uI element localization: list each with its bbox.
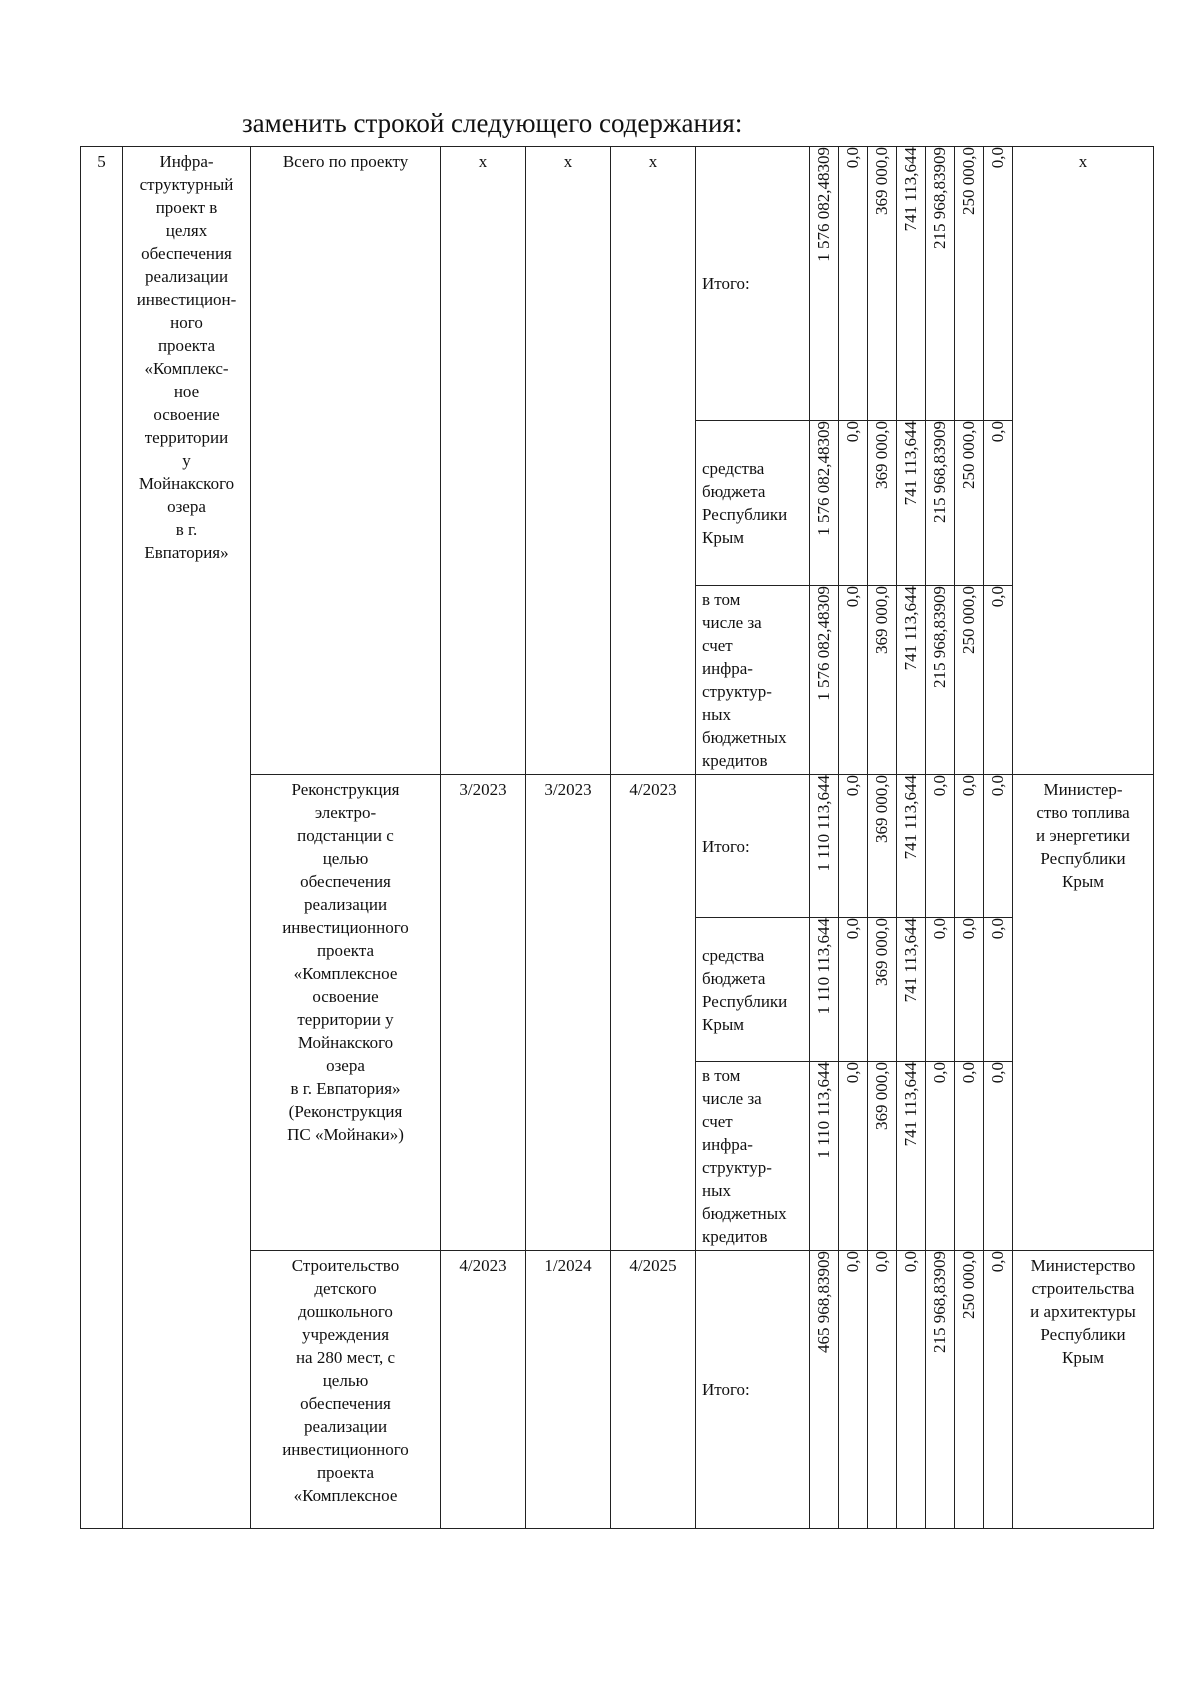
value-cell [955,1251,984,1529]
value-y6: 0,0 [988,775,1007,797]
value-cell [810,586,839,775]
value-y1: 0,0 [843,147,862,169]
value-cell [839,1062,868,1251]
value-cell [839,918,868,1062]
value-y2: 369 000,0 [872,421,891,489]
value-cell [926,1251,955,1529]
subrow-label: Итого: [696,147,810,421]
value-total: 1 576 082,48309 [814,421,833,536]
value-y4: 0,0 [930,1062,949,1084]
commission-date: 4/2025 [611,1251,696,1529]
value-total: 1 110 113,644 [814,1062,833,1159]
value-y5: 250 000,0 [959,147,978,215]
value-cell [955,421,984,586]
value-y5: 0,0 [959,775,978,797]
value-y3: 741 113,644 [901,586,920,671]
value-cell [810,775,839,918]
value-cell [955,918,984,1062]
value-y1: 0,0 [843,421,862,443]
value-y5: 0,0 [959,1062,978,1084]
value-cell [926,775,955,918]
value-y1: 0,0 [843,775,862,797]
value-y3: 741 113,644 [901,421,920,506]
value-total: 1 576 082,48309 [814,586,833,701]
value-cell [868,775,897,918]
start-date: 3/2023 [441,775,526,1251]
end-date: х [526,147,611,775]
value-cell [955,586,984,775]
value-cell [984,147,1013,421]
value-y3: 0,0 [901,1251,920,1273]
value-y4: 0,0 [930,775,949,797]
group-title: Реконструкция электро- подстанции с целью обеспечения реализации инвестиционного проекта «Комплексное освоение территории у Мойнакского озера в г. Евпатория» (Реконструкция ПС «Мойнаки») [251,775,441,1251]
value-total: 1 110 113,644 [814,775,833,872]
value-cell [955,147,984,421]
executor: Министер- ство топлива и энергетики Республики Крым [1013,775,1154,1251]
row-number: 5 [81,147,123,1529]
value-cell [984,421,1013,586]
value-y2: 369 000,0 [872,1062,891,1130]
executor: Министерство строительства и архитектуры Республики Крым [1013,1251,1154,1529]
start-date: х [441,147,526,775]
value-y3: 741 113,644 [901,1062,920,1147]
value-y6: 0,0 [988,586,1007,608]
heading: заменить строкой следующего содержания: [242,108,743,138]
value-cell [984,918,1013,1062]
value-cell [868,147,897,421]
value-y6: 0,0 [988,1062,1007,1084]
value-y6: 0,0 [988,918,1007,940]
table-row [81,147,1154,421]
value-y3: 741 113,644 [901,147,920,232]
value-y2: 369 000,0 [872,147,891,215]
value-y6: 0,0 [988,147,1007,169]
value-cell [926,421,955,586]
value-y5: 250 000,0 [959,586,978,654]
value-cell [810,1062,839,1251]
project-name: Инфра- структурный проект в целях обеспечения реализации инвестицион- ного проекта «Комплекс- ное освоение территории у Мойнакского озера в г. Евпатория» [123,147,251,1529]
value-y4: 215 968,83909 [930,147,949,249]
value-y2: 369 000,0 [872,586,891,654]
value-cell [984,775,1013,918]
value-y2: 369 000,0 [872,918,891,986]
value-cell [926,147,955,421]
start-date: 4/2023 [441,1251,526,1529]
end-date: 1/2024 [526,1251,611,1529]
value-cell [926,1062,955,1251]
value-cell [810,918,839,1062]
value-y5: 250 000,0 [959,1251,978,1319]
value-y4: 215 968,83909 [930,421,949,523]
value-cell [839,421,868,586]
value-cell [839,775,868,918]
value-cell [839,586,868,775]
value-cell [955,1062,984,1251]
group-title: Всего по проекту [251,147,441,775]
subrow-label: в том числе за счет инфра- структур- ных бюджетных кредитов [696,1062,810,1251]
value-y1: 0,0 [843,586,862,608]
value-y6: 0,0 [988,421,1007,443]
project-table [80,146,1154,1529]
value-total: 465 968,83909 [814,1251,833,1353]
value-y6: 0,0 [988,1251,1007,1273]
value-y3: 741 113,644 [901,775,920,860]
value-y3: 741 113,644 [901,918,920,1003]
value-cell [810,421,839,586]
value-cell [897,147,926,421]
value-cell [897,918,926,1062]
value-cell [810,1251,839,1529]
subrow-label: Итого: [696,1251,810,1529]
value-cell [955,775,984,918]
value-cell [868,421,897,586]
end-date: 3/2023 [526,775,611,1251]
value-cell [868,1251,897,1529]
value-cell [984,586,1013,775]
value-cell [868,918,897,1062]
value-y5: 0,0 [959,918,978,940]
subrow-label: Итого: [696,775,810,918]
executor: х [1013,147,1154,775]
value-total: 1 110 113,644 [814,918,833,1015]
group-title: Строительство детского дошкольного учреждения на 280 мест, с целью обеспечения реализации инвестиционного проекта «Комплексное [251,1251,441,1529]
value-cell [926,918,955,1062]
value-y1: 0,0 [843,1062,862,1084]
value-y4: 0,0 [930,918,949,940]
value-y2: 369 000,0 [872,775,891,843]
subrow-label: в том числе за счет инфра- структур- ных бюджетных кредитов [696,586,810,775]
value-cell [897,586,926,775]
value-cell [868,1062,897,1251]
value-cell [984,1251,1013,1529]
value-y1: 0,0 [843,918,862,940]
commission-date: 4/2023 [611,775,696,1251]
value-cell [897,421,926,586]
subrow-label: средства бюджета Республики Крым [696,918,810,1062]
value-cell [810,147,839,421]
value-y5: 250 000,0 [959,421,978,489]
value-y1: 0,0 [843,1251,862,1273]
value-cell [926,586,955,775]
value-y4: 215 968,83909 [930,1251,949,1353]
value-cell [839,1251,868,1529]
value-cell [984,1062,1013,1251]
value-cell [839,147,868,421]
value-cell [897,1251,926,1529]
value-cell [897,775,926,918]
value-y2: 0,0 [872,1251,891,1273]
value-total: 1 576 082,48309 [814,147,833,262]
value-y4: 215 968,83909 [930,586,949,688]
commission-date: х [611,147,696,775]
value-cell [868,586,897,775]
value-cell [897,1062,926,1251]
subrow-label: средства бюджета Республики Крым [696,421,810,586]
